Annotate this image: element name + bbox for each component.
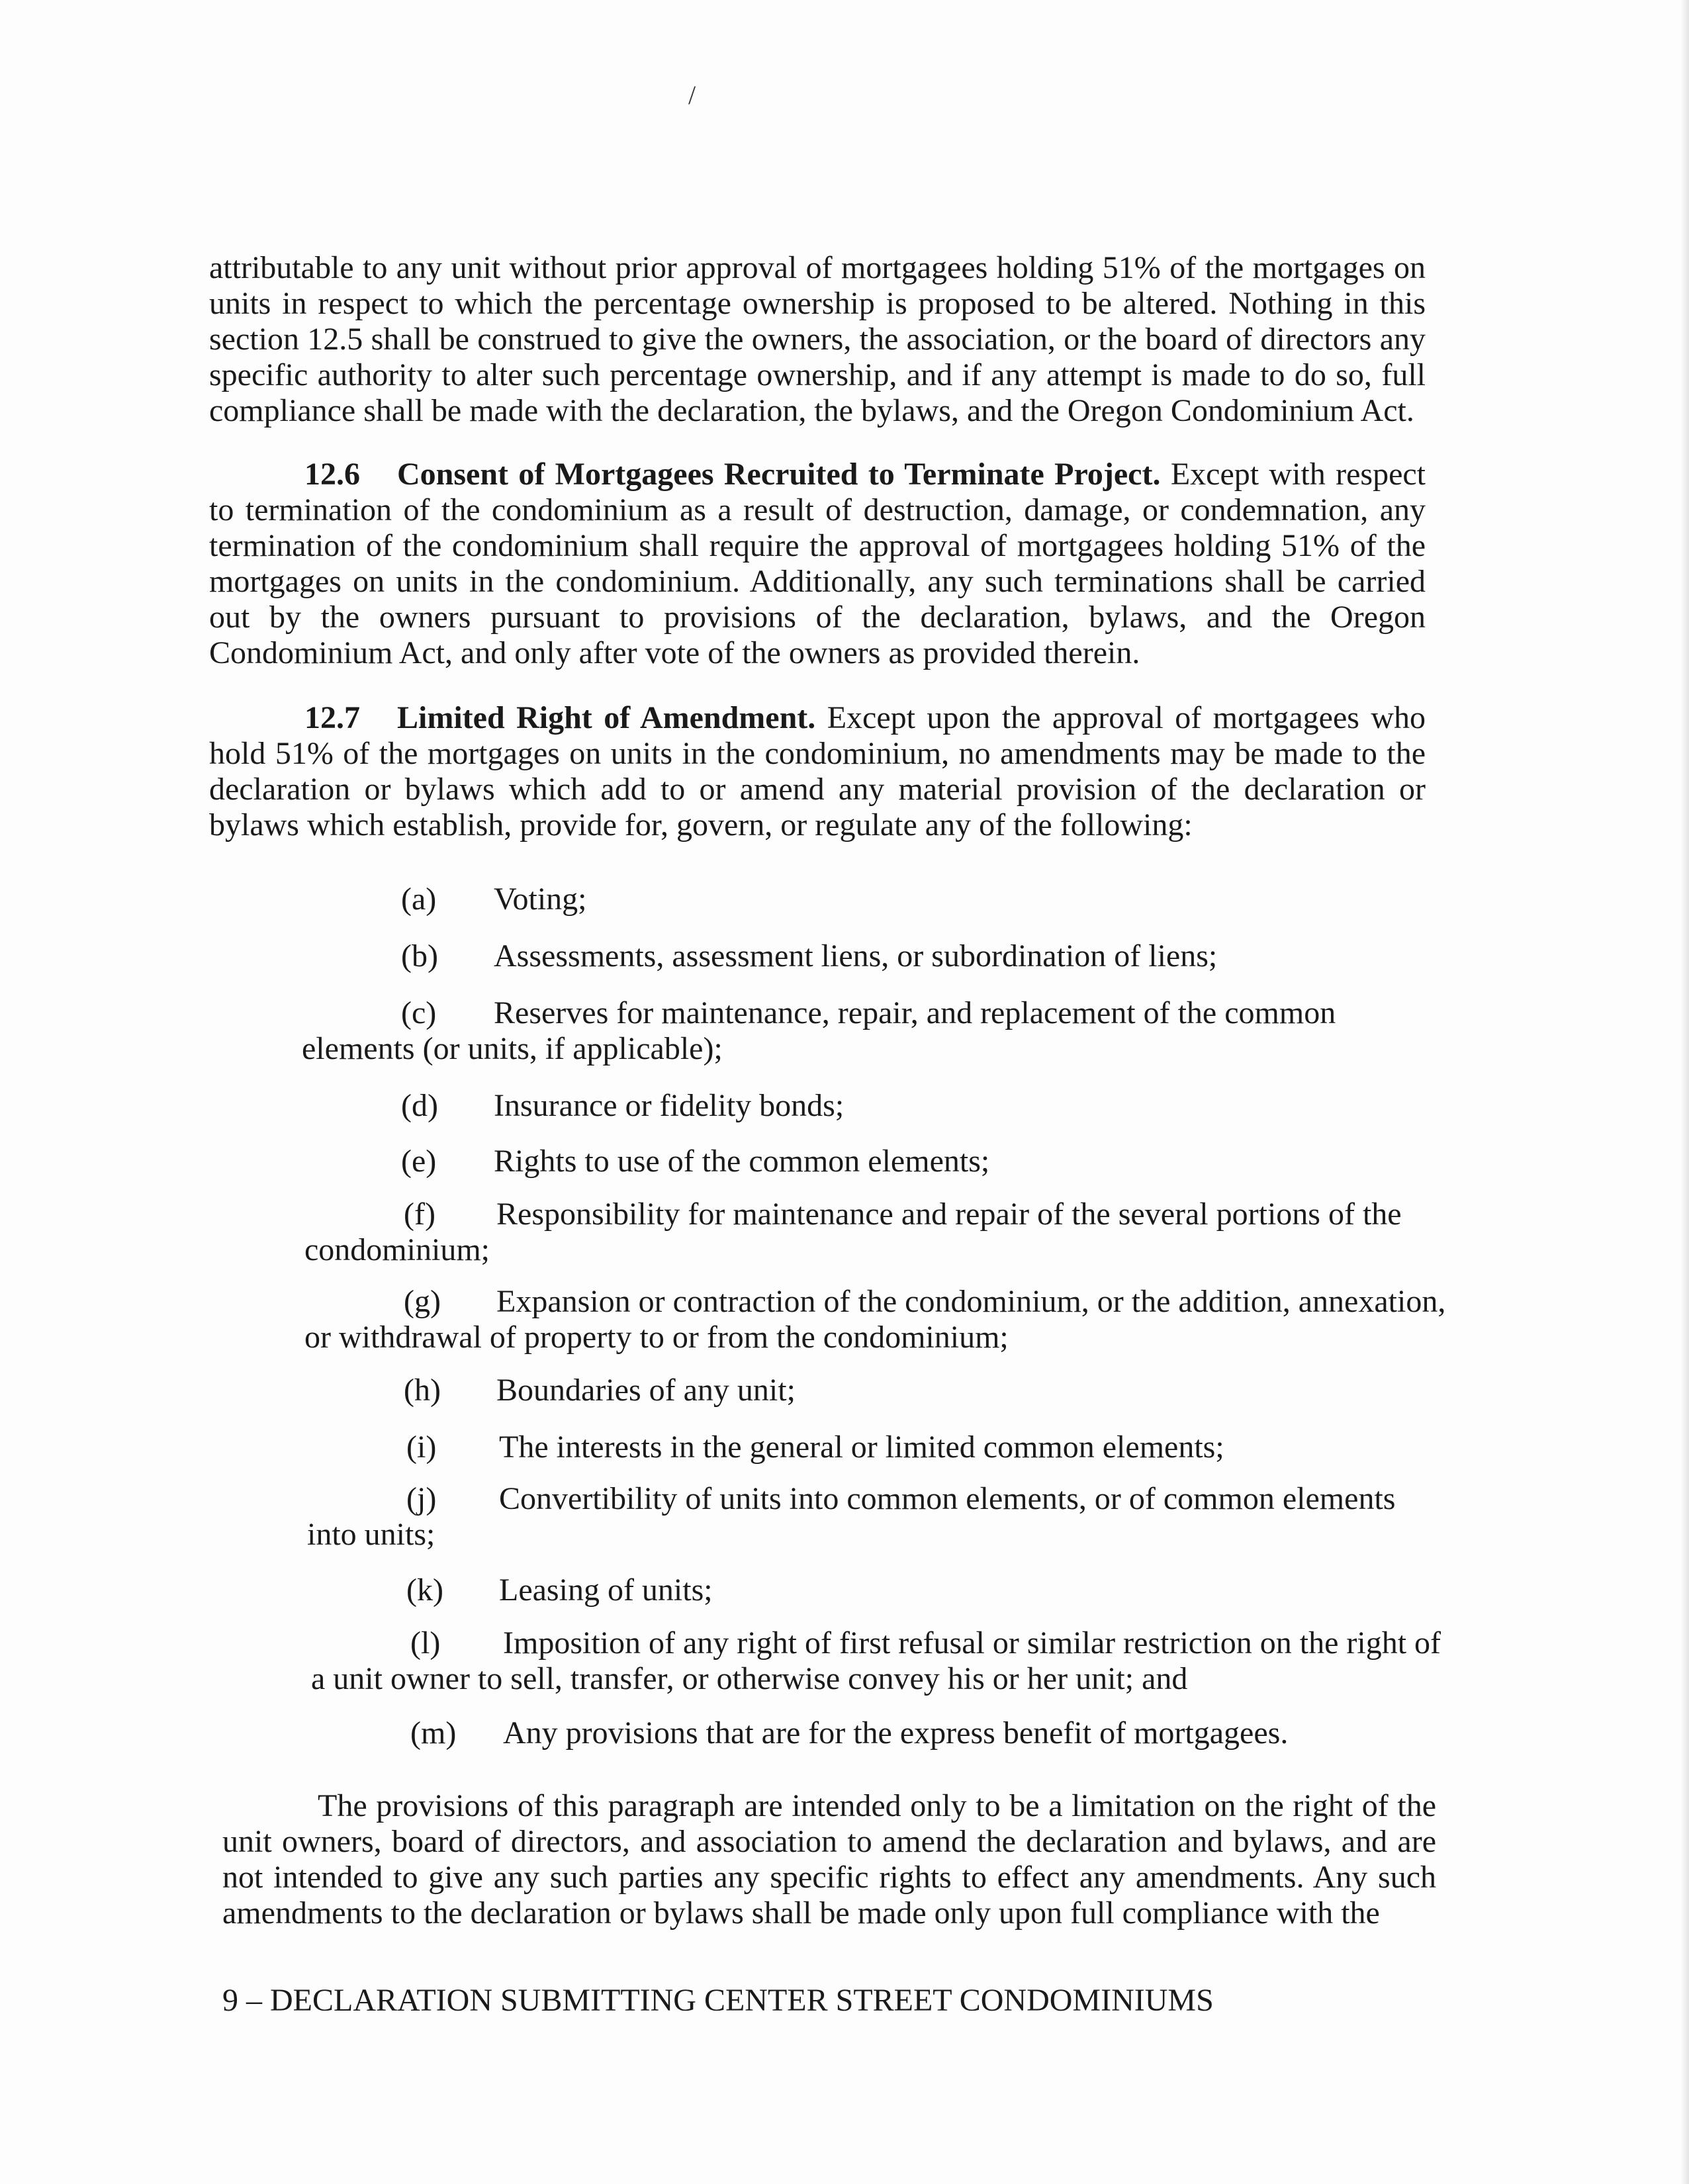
section-heading: Limited Right of Amendment. bbox=[397, 700, 816, 735]
item-label: (f) bbox=[404, 1197, 435, 1232]
list-item-a bbox=[401, 882, 1526, 917]
item-label: (d) bbox=[401, 1088, 438, 1123]
item-label: (k) bbox=[406, 1572, 443, 1608]
item-label: (j) bbox=[406, 1481, 437, 1516]
scan-edge-shadow bbox=[1680, 0, 1689, 2184]
item-text: Insurance or fidelity bonds; bbox=[494, 1088, 844, 1123]
item-label: (e) bbox=[401, 1144, 437, 1179]
list-item-k bbox=[406, 1572, 1531, 1608]
paragraph-continued-12-5: attributable to any unit without prior approval of mortgagees holding 51% of the mortgages on units in respect to which the percentage ownership is proposed to be altered. Nothing in this section 12.5 shall be construed to give the owners, the association, or the board of directors any specific authority to alter such percentage ownership, and if any attempt is made to do so, full compliance shall be made with the declaration, the bylaws, and the Oregon Condominium Act. bbox=[209, 250, 1426, 428]
item-continuation: condominium; bbox=[304, 1232, 490, 1267]
section-heading: Consent of Mortgagees Recruited to Terminate Project. bbox=[397, 457, 1161, 492]
scan-mark: / bbox=[688, 80, 696, 110]
list-item-f bbox=[304, 1197, 1529, 1268]
item-label: (a) bbox=[401, 882, 437, 917]
item-label: (h) bbox=[404, 1373, 441, 1408]
item-label: (b) bbox=[401, 938, 438, 974]
section-number: 12.6 bbox=[304, 457, 360, 492]
item-label: (i) bbox=[406, 1430, 437, 1465]
item-label: (m) bbox=[410, 1715, 457, 1751]
item-text: Imposition of any right of first refusal or similar restriction on the right of bbox=[503, 1625, 1441, 1661]
item-text: Any provisions that are for the express benefit of mortgagees. bbox=[503, 1715, 1289, 1751]
list-item-c bbox=[302, 995, 1526, 1067]
item-text: Leasing of units; bbox=[499, 1572, 713, 1608]
item-text: Responsibility for maintenance and repair of the several portions of the bbox=[496, 1197, 1402, 1232]
item-continuation: a unit owner to sell, transfer, or otherwise convey his or her unit; and bbox=[311, 1661, 1188, 1696]
list-item-g bbox=[304, 1284, 1529, 1355]
list-item-i bbox=[406, 1430, 1531, 1465]
paragraph-amendment-limitation bbox=[222, 1788, 1436, 1931]
item-text: Rights to use of the common elements; bbox=[494, 1144, 990, 1179]
item-text: Reserves for maintenance, repair, and replacement of the common bbox=[494, 995, 1336, 1030]
item-label: (g) bbox=[404, 1284, 441, 1319]
item-label: (c) bbox=[401, 995, 437, 1030]
item-label: (l) bbox=[410, 1625, 441, 1661]
section-12-6 bbox=[209, 457, 1426, 671]
section-number: 12.7 bbox=[304, 700, 360, 735]
section-text: Except upon the approval of mortgagees who hold 51% of the mortgages on units in the condominium, no amendments may be made to the declaration or bylaws which add to or amend any material provision of the declaration or bylaws which establish, provide for, govern, or regulate any of the following: bbox=[209, 700, 1426, 842]
paragraph-text: The provisions of this paragraph are intended only to be a limitation on the right of the unit owners, board of directors, and association to amend the declaration and bylaws, and are not intended to give any such parties any specific rights to effect any amendments. Any such amendments to the declaration or bylaws shall be made only upon full compliance with the bbox=[222, 1788, 1436, 1931]
item-continuation: elements (or units, if applicable); bbox=[302, 1031, 723, 1066]
list-item-m bbox=[410, 1715, 1535, 1751]
item-continuation: into units; bbox=[307, 1517, 435, 1552]
item-continuation: or withdrawal of property to or from the condominium; bbox=[304, 1320, 1009, 1355]
section-12-7 bbox=[209, 700, 1426, 843]
list-item-l bbox=[311, 1625, 1535, 1697]
list-item-e bbox=[401, 1144, 1526, 1179]
list-item-h bbox=[404, 1373, 1529, 1408]
list-item-b bbox=[401, 938, 1526, 974]
item-text: Boundaries of any unit; bbox=[496, 1373, 796, 1408]
list-item-j bbox=[307, 1481, 1531, 1553]
item-text: Convertibility of units into common elements, or of common elements bbox=[499, 1481, 1396, 1516]
page-footer: 9 – DECLARATION SUBMITTING CENTER STREET CONDOMINIUMS bbox=[222, 1983, 1214, 2018]
item-text: Expansion or contraction of the condominium, or the addition, annexation, bbox=[496, 1284, 1446, 1319]
item-text: Voting; bbox=[494, 882, 587, 917]
section-text: Except with respect to termination of the condominium as a result of destruction, damage, or condemnation, any termination of the condominium shall require the approval of mortgagees holding 51% of the mortgages on units in the condominium. Additionally, any such terminations shall be carried out by the owners pursuant to provisions of the declaration, bylaws, and the Oregon Condominium Act, and only after vote of the owners as provided therein. bbox=[209, 457, 1426, 670]
item-text: Assessments, assessment liens, or subordination of liens; bbox=[494, 938, 1218, 974]
item-text: The interests in the general or limited common elements; bbox=[499, 1430, 1224, 1465]
list-item-d bbox=[401, 1088, 1526, 1124]
